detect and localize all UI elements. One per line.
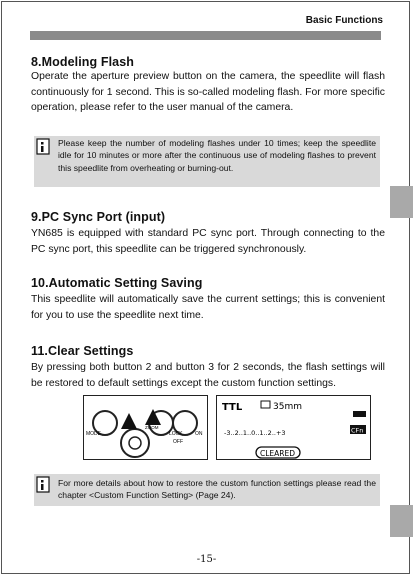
header-title: Basic Functions <box>305 15 383 26</box>
section-body: By pressing both button 2 and button 3 for 2 seconds, the flash settings will be restored to default settings except the custom function settings. <box>31 362 385 389</box>
info-note-icon <box>36 476 50 493</box>
lcd-status: CLEARED <box>260 449 296 458</box>
lcd-mode: TTL <box>222 402 243 413</box>
note-box <box>34 474 380 506</box>
lcd-scale: -3..2..1..0..1..2..+3 <box>224 429 286 437</box>
mode-label: MODE <box>86 431 101 437</box>
note-text: For more details about how to restore the custom function settings please read the chapter <Custom Function Setting> (Page 24). <box>58 478 376 501</box>
note-box <box>34 136 380 187</box>
control-panel-illustration <box>83 395 208 460</box>
lcd-cfn: CFn <box>351 426 364 435</box>
section-body: This speedlite will automatically save the current settings; this is convenient for you to use the speedlite next time. <box>31 294 385 321</box>
page-number: -15- <box>196 554 217 565</box>
section-heading: 10.Automatic Setting Saving <box>31 276 203 290</box>
lcd-zoom: 35mm <box>273 402 302 412</box>
lock-label: LOCK <box>169 431 183 437</box>
zoom-label: ZOOM <box>145 425 159 430</box>
section-heading: 8.Modeling Flash <box>31 55 134 69</box>
on-label: ON <box>195 431 203 437</box>
off-label: OFF <box>173 439 183 445</box>
section-body: Operate the aperture preview button on the camera, the speedlite will flash continuously for 1 second. This is so-called modeling flash. For more specific operation, please refer to the user manual of the camera. <box>31 71 385 113</box>
header-bar <box>30 31 381 40</box>
section-body: YN685 is equipped with standard PC sync port. Through connecting to the PC sync port, this speedlite can be triggered synchronously. <box>31 228 385 255</box>
section-heading: 9.PC Sync Port (input) <box>31 210 166 224</box>
section-heading: 11.Clear Settings <box>31 344 134 358</box>
info-note-icon <box>36 138 50 155</box>
side-tab <box>390 505 413 537</box>
note-text: Please keep the number of modeling flashes under 10 times; keep the speedlite idle for 10 minutes or more after the continuous use of modeling flashes to prevent this speedlite from overheating or burning-out. <box>58 138 376 173</box>
lcd-screen-illustration <box>216 395 371 460</box>
side-tab <box>390 186 413 218</box>
